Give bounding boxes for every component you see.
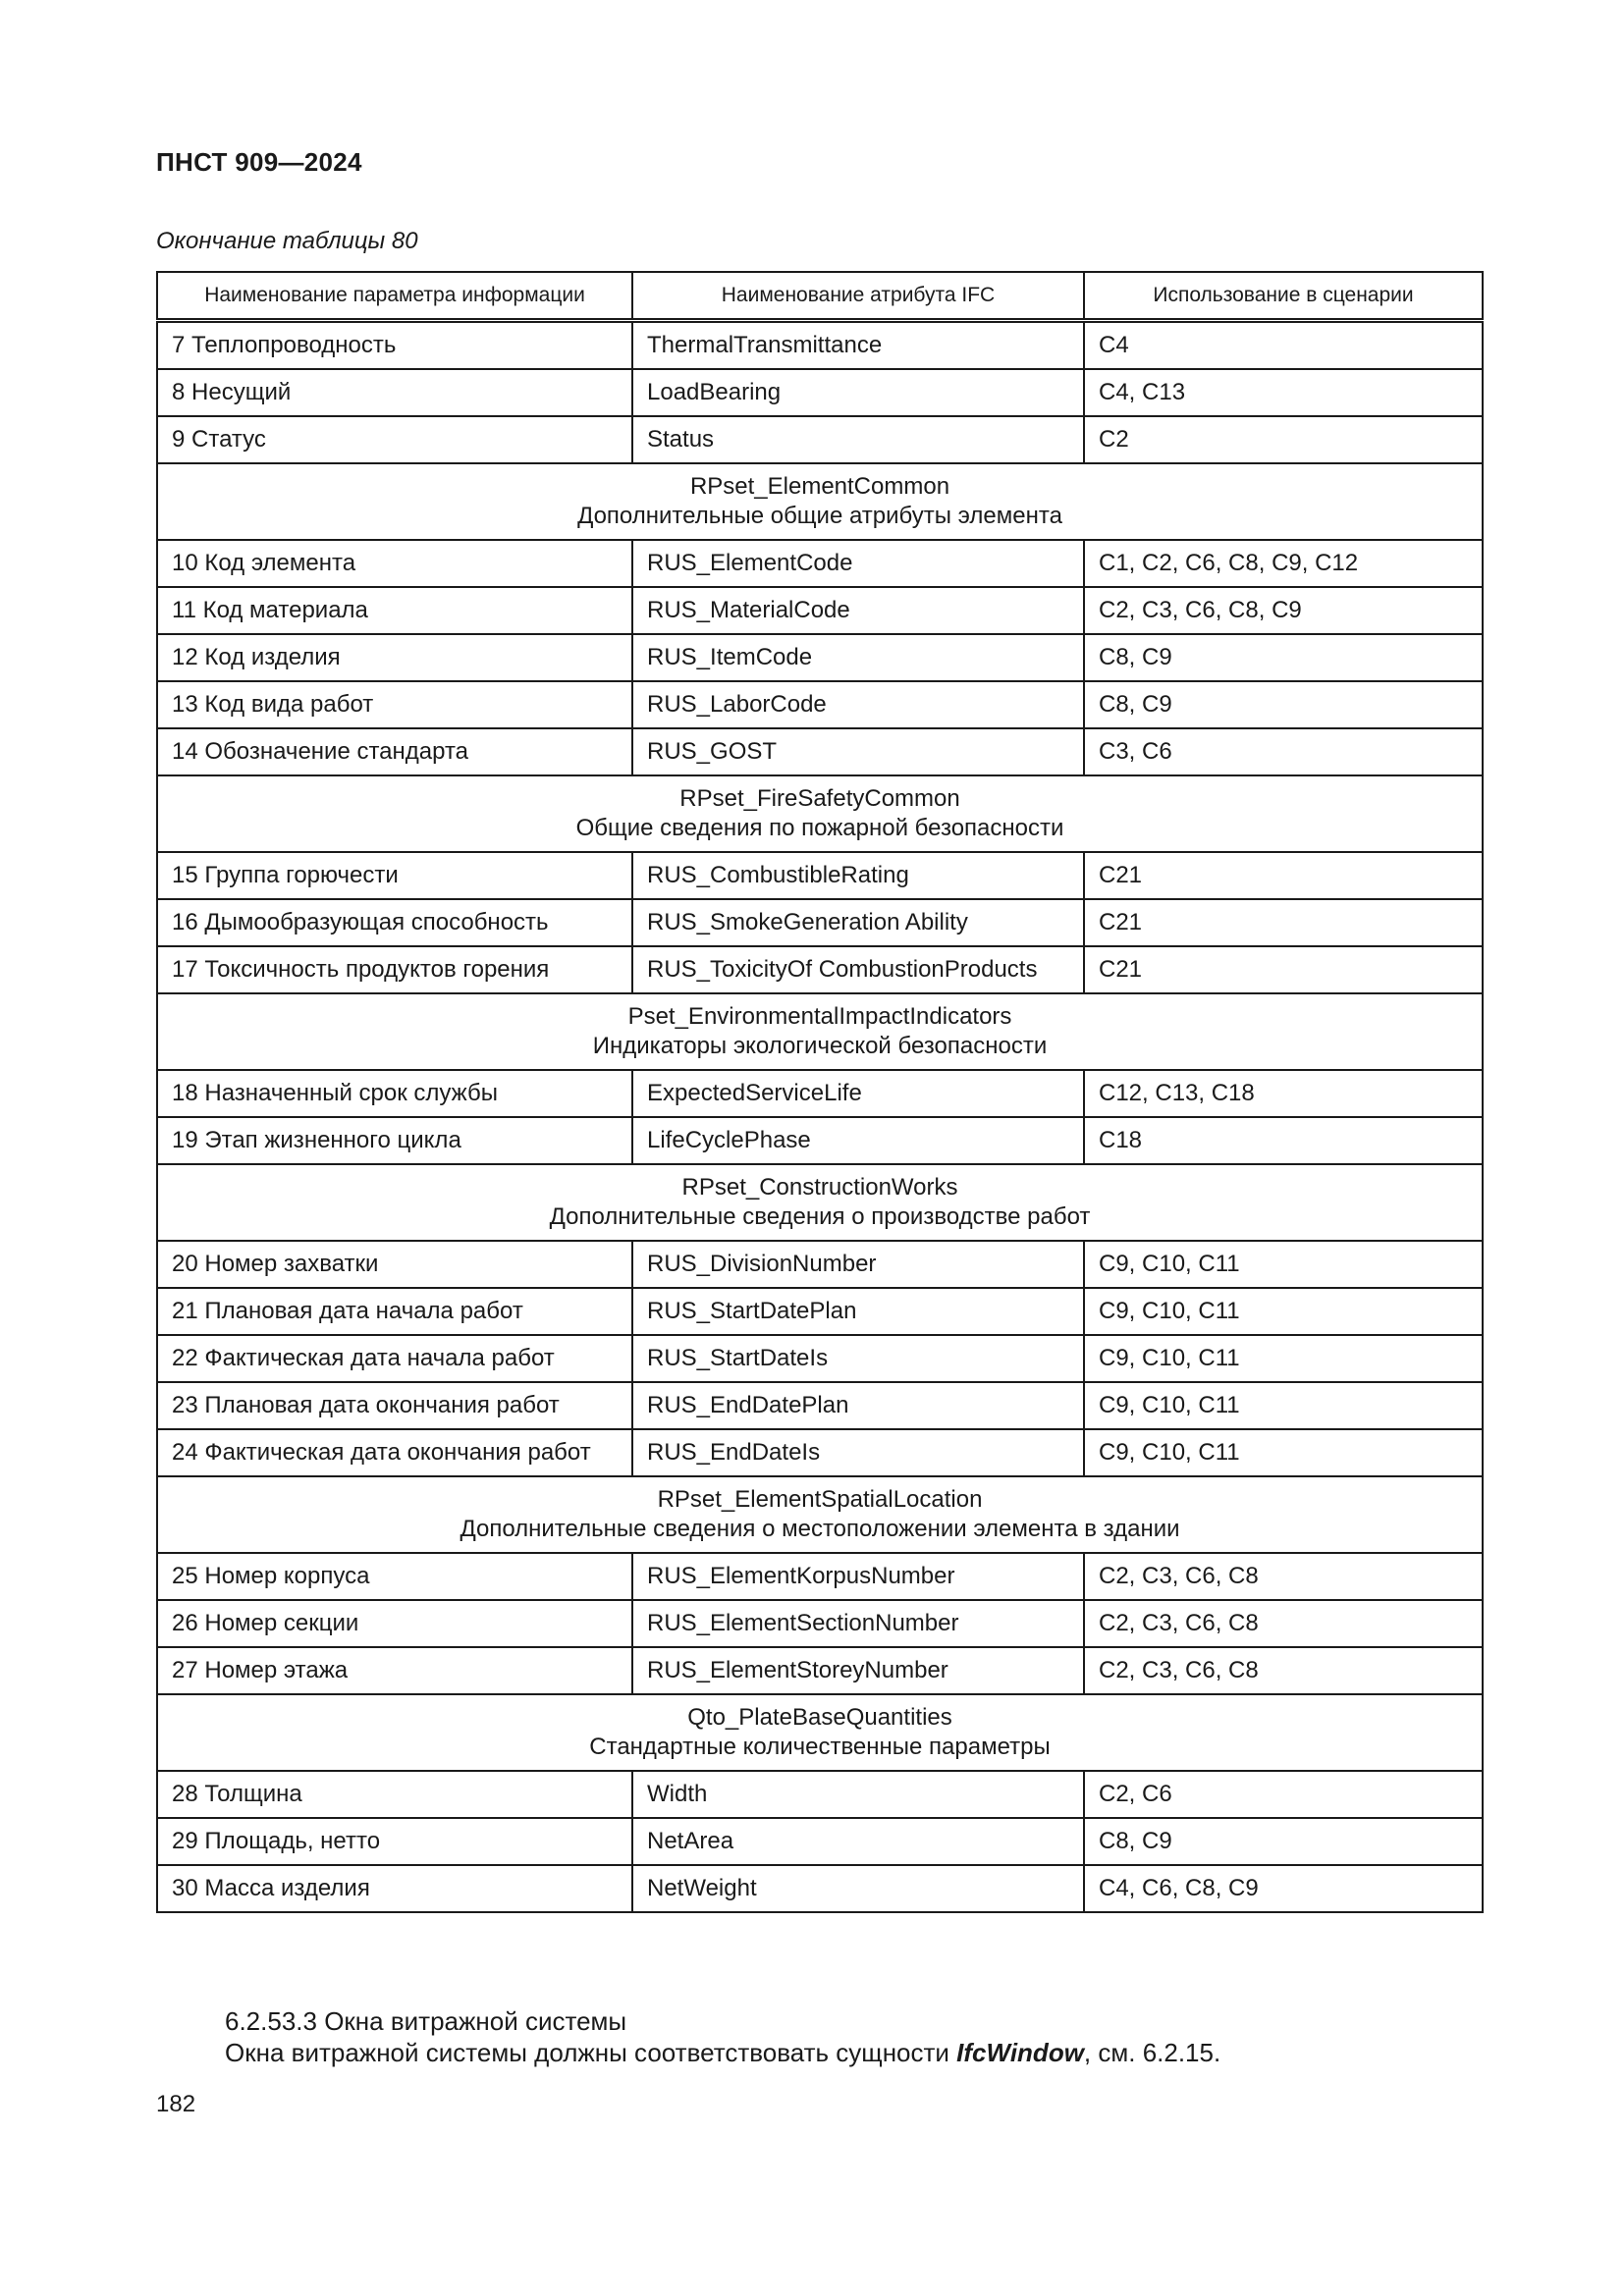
cell-ifc-attribute: ThermalTransmittance [632,321,1084,370]
cell-parameter-name: 12 Код изделия [157,634,632,681]
cell-ifc-attribute: RUS_LaborCode [632,681,1084,728]
paragraph-text-before: Окна витражной системы должны соответствовать сущности [225,2038,957,2067]
document-code: ПНСТ 909—2024 [156,147,362,177]
cell-ifc-attribute: Status [632,416,1084,463]
cell-ifc-attribute: RUS_CombustibleRating [632,852,1084,899]
cell-parameter-name: 28 Толщина [157,1771,632,1818]
table-row [157,587,1483,634]
group-code: RPset_ElementCommon [689,473,950,500]
ifc-entity-name: IfcWindow [956,2038,1084,2067]
cell-scenario-usage: C4 [1084,321,1483,370]
table-row [157,728,1483,775]
cell-ifc-attribute: NetWeight [632,1865,1084,1912]
cell-ifc-attribute: RUS_GOST [632,728,1084,775]
column-header-scenario-usage: Использование в сценарии [1084,272,1483,321]
table-group-row [157,993,1483,1070]
cell-parameter-name: 27 Номер этажа [157,1647,632,1694]
table-group-row [157,1476,1483,1553]
cell-scenario-usage: C4, C6, C8, C9 [1084,1865,1483,1912]
cell-ifc-attribute: RUS_ElementSectionNumber [632,1600,1084,1647]
table-row [157,416,1483,463]
table-group-row [157,1164,1483,1241]
cell-parameter-name: 30 Масса изделия [157,1865,632,1912]
table-row [157,1070,1483,1117]
cell-ifc-attribute: RUS_ElementStoreyNumber [632,1647,1084,1694]
table-row [157,1382,1483,1429]
cell-ifc-attribute: LoadBearing [632,369,1084,416]
table-row [157,1647,1483,1694]
cell-parameter-name: 8 Несущий [157,369,632,416]
cell-scenario-usage: C2, C3, C6, C8, C9 [1084,587,1483,634]
table-row [157,946,1483,993]
table-row [157,540,1483,587]
table-row [157,1241,1483,1288]
group-code: RPset_FireSafetyCommon [679,785,960,812]
table-row [157,1335,1483,1382]
group-title: Дополнительные сведения о производстве работ [549,1203,1091,1230]
cell-scenario-usage: C21 [1084,852,1483,899]
cell-scenario-usage: C2, C6 [1084,1771,1483,1818]
cell-ifc-attribute: RUS_EndDatePlan [632,1382,1084,1429]
cell-scenario-usage: C18 [1084,1117,1483,1164]
section-heading: 6.2.53.3 Окна витражной системы [225,2006,627,2036]
cell-scenario-usage: C9, C10, C11 [1084,1335,1483,1382]
cell-parameter-name: 19 Этап жизненного цикла [157,1117,632,1164]
table-group-row [157,775,1483,852]
cell-ifc-attribute: RUS_ItemCode [632,634,1084,681]
cell-parameter-name: 10 Код элемента [157,540,632,587]
table-row [157,634,1483,681]
table-row [157,681,1483,728]
table-row [157,321,1483,370]
cell-parameter-name: 29 Площадь, нетто [157,1818,632,1865]
cell-ifc-attribute: RUS_SmokeGeneration Ability [632,899,1084,946]
cell-parameter-name: 26 Номер секции [157,1600,632,1647]
cell-parameter-name: 7 Теплопроводность [157,321,632,370]
group-cell [157,1694,1483,1771]
group-cell [157,1164,1483,1241]
table-group-row [157,1694,1483,1771]
cell-parameter-name: 14 Обозначение стандарта [157,728,632,775]
cell-scenario-usage: C9, C10, C11 [1084,1288,1483,1335]
table-group-row [157,463,1483,540]
cell-ifc-attribute: RUS_EndDateIs [632,1429,1084,1476]
cell-scenario-usage: C2, C3, C6, C8 [1084,1553,1483,1600]
cell-scenario-usage: C9, C10, C11 [1084,1241,1483,1288]
group-title: Дополнительные сведения о местоположении элемента в здании [460,1516,1180,1542]
cell-ifc-attribute: NetArea [632,1818,1084,1865]
cell-scenario-usage: C9, C10, C11 [1084,1429,1483,1476]
cell-parameter-name: 25 Номер корпуса [157,1553,632,1600]
group-cell [157,463,1483,540]
table-row [157,1288,1483,1335]
group-title: Общие сведения по пожарной безопасности [575,815,1064,841]
cell-scenario-usage: C8, C9 [1084,681,1483,728]
group-code: Pset_EnvironmentalImpactIndicators [627,1003,1012,1030]
cell-scenario-usage: C8, C9 [1084,634,1483,681]
cell-parameter-name: 17 Токсичность продуктов горения [157,946,632,993]
cell-ifc-attribute: LifeCyclePhase [632,1117,1084,1164]
cell-ifc-attribute: RUS_ElementCode [632,540,1084,587]
group-code: RPset_ConstructionWorks [681,1174,958,1201]
cell-parameter-name: 20 Номер захватки [157,1241,632,1288]
table-header-row [157,272,1483,321]
table-row [157,899,1483,946]
cell-scenario-usage: C2 [1084,416,1483,463]
cell-ifc-attribute: RUS_DivisionNumber [632,1241,1084,1288]
cell-parameter-name: 13 Код вида работ [157,681,632,728]
cell-ifc-attribute: Width [632,1771,1084,1818]
cell-ifc-attribute: RUS_ElementKorpusNumber [632,1553,1084,1600]
group-title: Стандартные количественные параметры [589,1734,1051,1760]
cell-scenario-usage: C1, C2, C6, C8, C9, C12 [1084,540,1483,587]
cell-parameter-name: 18 Назначенный срок службы [157,1070,632,1117]
cell-scenario-usage: C3, C6 [1084,728,1483,775]
cell-scenario-usage: C2, C3, C6, C8 [1084,1647,1483,1694]
cell-parameter-name: 24 Фактическая дата окончания работ [157,1429,632,1476]
page-number: 182 [156,2091,196,2117]
cell-parameter-name: 15 Группа горючести [157,852,632,899]
table-row [157,1771,1483,1818]
table-caption: Окончание таблицы 80 [156,228,418,254]
group-code: RPset_ElementSpatialLocation [657,1486,983,1513]
cell-ifc-attribute: ExpectedServiceLife [632,1070,1084,1117]
cell-parameter-name: 23 Плановая дата окончания работ [157,1382,632,1429]
cell-scenario-usage: C12, C13, C18 [1084,1070,1483,1117]
group-cell [157,993,1483,1070]
cell-parameter-name: 16 Дымообразующая способность [157,899,632,946]
table-row [157,1818,1483,1865]
table-row [157,1553,1483,1600]
group-title: Индикаторы экологической безопасности [592,1033,1048,1059]
group-cell [157,775,1483,852]
column-header-ifc-attribute: Наименование атрибута IFC [632,272,1084,321]
table-row [157,1600,1483,1647]
cell-ifc-attribute: RUS_ToxicityOf CombustionProducts [632,946,1084,993]
table-row [157,1865,1483,1912]
table-row [157,1429,1483,1476]
group-code: Qto_PlateBaseQuantities [687,1704,952,1731]
cell-parameter-name: 9 Статус [157,416,632,463]
column-header-parameter: Наименование параметра информации [157,272,632,321]
cell-ifc-attribute: RUS_StartDatePlan [632,1288,1084,1335]
cell-scenario-usage: C4, C13 [1084,369,1483,416]
group-title: Дополнительные общие атрибуты элемента [577,503,1062,529]
cell-parameter-name: 11 Код материала [157,587,632,634]
table-row [157,369,1483,416]
cell-scenario-usage: C21 [1084,899,1483,946]
paragraph-text-after: , см. 6.2.15. [1083,2038,1221,2067]
cell-ifc-attribute: RUS_MaterialCode [632,587,1084,634]
table-row [157,1117,1483,1164]
group-cell [157,1476,1483,1553]
table-body [157,321,1483,1913]
cell-scenario-usage: C8, C9 [1084,1818,1483,1865]
cell-parameter-name: 22 Фактическая дата начала работ [157,1335,632,1382]
table-row [157,852,1483,899]
cell-scenario-usage: C9, C10, C11 [1084,1382,1483,1429]
cell-parameter-name: 21 Плановая дата начала работ [157,1288,632,1335]
cell-ifc-attribute: RUS_StartDateIs [632,1335,1084,1382]
parameters-table [156,271,1484,1913]
body-paragraph [225,2038,1220,2068]
cell-scenario-usage: C2, C3, C6, C8 [1084,1600,1483,1647]
cell-scenario-usage: C21 [1084,946,1483,993]
